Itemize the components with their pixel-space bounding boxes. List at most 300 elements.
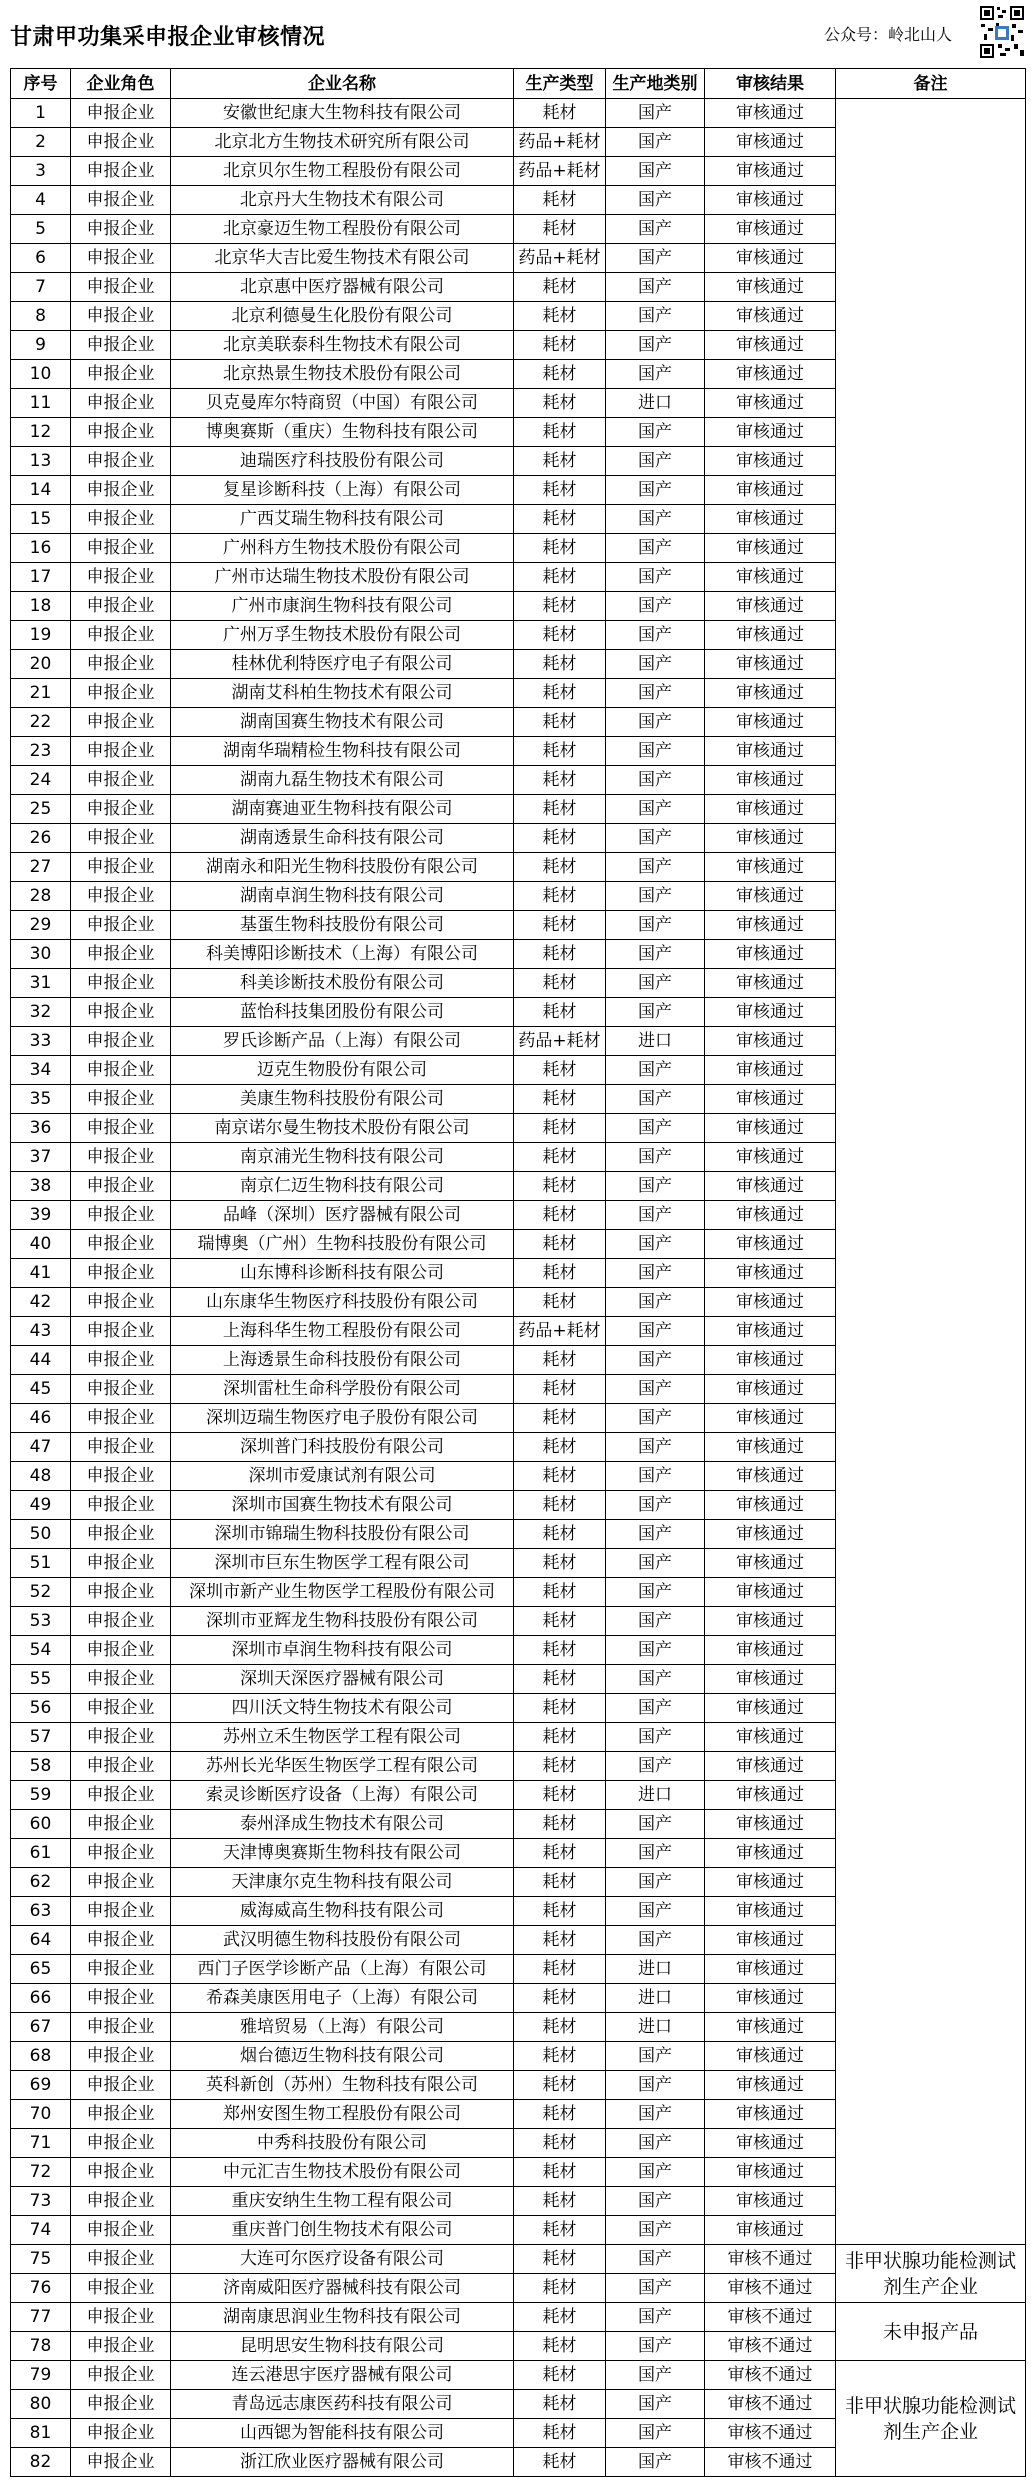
cell-index: 67 [11, 2013, 71, 2042]
cell-index: 30 [11, 940, 71, 969]
account-label: 公众号：岭北山人 [824, 25, 953, 44]
cell-result: 审核通过 [705, 447, 836, 476]
cell-origin: 国产 [606, 1897, 705, 1926]
cell-result: 审核通过 [705, 99, 836, 128]
cell-company: 上海透景生命科技股份有限公司 [171, 1346, 514, 1375]
cell-role: 申报企业 [71, 2042, 171, 2071]
cell-company: 深圳市新产业生物医学工程股份有限公司 [171, 1578, 514, 1607]
cell-result: 审核通过 [705, 1317, 836, 1346]
cell-production-type: 耗材 [514, 1346, 606, 1375]
cell-result: 审核通过 [705, 1201, 836, 1230]
cell-production-type: 耗材 [514, 998, 606, 1027]
cell-result: 审核通过 [705, 1752, 836, 1781]
cell-origin: 国产 [606, 1926, 705, 1955]
cell-index: 56 [11, 1694, 71, 1723]
cell-company: 希森美康医用电子（上海）有限公司 [171, 1984, 514, 2013]
cell-production-type: 耗材 [514, 911, 606, 940]
cell-result: 审核通过 [705, 1781, 836, 1810]
cell-role: 申报企业 [71, 1868, 171, 1897]
header-role: 企业角色 [71, 69, 171, 99]
cell-result: 审核通过 [705, 1665, 836, 1694]
cell-production-type: 耗材 [514, 2419, 606, 2448]
cell-result: 审核通过 [705, 795, 836, 824]
cell-company: 湖南永和阳光生物科技股份有限公司 [171, 853, 514, 882]
cell-role: 申报企业 [71, 1578, 171, 1607]
cell-note: 非甲状腺功能检测试剂生产企业 [836, 2245, 1026, 2303]
cell-result: 审核通过 [705, 1114, 836, 1143]
cell-company: 广州万孚生物技术股份有限公司 [171, 621, 514, 650]
cell-company: 深圳市巨东生物医学工程有限公司 [171, 1549, 514, 1578]
cell-role: 申报企业 [71, 1984, 171, 2013]
cell-production-type: 耗材 [514, 563, 606, 592]
cell-origin: 国产 [606, 592, 705, 621]
cell-origin: 进口 [606, 2013, 705, 2042]
cell-role: 申报企业 [71, 969, 171, 998]
cell-production-type: 耗材 [514, 1752, 606, 1781]
cell-index: 25 [11, 795, 71, 824]
cell-origin: 国产 [606, 360, 705, 389]
cell-index: 52 [11, 1578, 71, 1607]
cell-result: 审核通过 [705, 1984, 836, 2013]
cell-origin: 国产 [606, 1491, 705, 1520]
cell-production-type: 耗材 [514, 1230, 606, 1259]
cell-index: 59 [11, 1781, 71, 1810]
cell-role: 申报企业 [71, 1694, 171, 1723]
cell-role: 申报企业 [71, 621, 171, 650]
cell-role: 申报企业 [71, 1897, 171, 1926]
cell-origin: 国产 [606, 273, 705, 302]
cell-company: 安徽世纪康大生物科技有限公司 [171, 99, 514, 128]
cell-company: 北京豪迈生物工程股份有限公司 [171, 215, 514, 244]
cell-company: 山东康华生物医疗科技股份有限公司 [171, 1288, 514, 1317]
cell-company: 威海威高生物科技有限公司 [171, 1897, 514, 1926]
cell-company: 广州市康润生物科技有限公司 [171, 592, 514, 621]
cell-company: 武汉明德生物科技股份有限公司 [171, 1926, 514, 1955]
cell-production-type: 耗材 [514, 1810, 606, 1839]
cell-role: 申报企业 [71, 1636, 171, 1665]
cell-result: 审核通过 [705, 737, 836, 766]
cell-index: 68 [11, 2042, 71, 2071]
cell-origin: 国产 [606, 2245, 705, 2274]
cell-origin: 国产 [606, 1723, 705, 1752]
cell-result: 审核通过 [705, 1868, 836, 1897]
cell-production-type: 耗材 [514, 273, 606, 302]
cell-production-type: 耗材 [514, 1375, 606, 1404]
cell-index: 51 [11, 1549, 71, 1578]
cell-role: 申报企业 [71, 2303, 171, 2332]
cell-index: 12 [11, 418, 71, 447]
cell-company: 浙江欣业医疗器械有限公司 [171, 2448, 514, 2477]
cell-role: 申报企业 [71, 1143, 171, 1172]
cell-origin: 国产 [606, 1810, 705, 1839]
cell-result: 审核通过 [705, 563, 836, 592]
cell-origin: 国产 [606, 1549, 705, 1578]
cell-origin: 国产 [606, 1201, 705, 1230]
page-header [0, 0, 1035, 68]
cell-index: 82 [11, 2448, 71, 2477]
cell-company: 山东博科诊断科技有限公司 [171, 1259, 514, 1288]
cell-index: 47 [11, 1433, 71, 1462]
cell-origin: 国产 [606, 1520, 705, 1549]
cell-production-type: 药品+耗材 [514, 128, 606, 157]
cell-origin: 国产 [606, 215, 705, 244]
cell-result: 审核通过 [705, 998, 836, 1027]
cell-role: 申报企业 [71, 1607, 171, 1636]
cell-company: 西门子医学诊断产品（上海）有限公司 [171, 1955, 514, 1984]
cell-origin: 国产 [606, 1636, 705, 1665]
cell-index: 69 [11, 2071, 71, 2100]
cell-origin: 国产 [606, 447, 705, 476]
cell-index: 78 [11, 2332, 71, 2361]
cell-company: 蓝怡科技集团股份有限公司 [171, 998, 514, 1027]
cell-production-type: 耗材 [514, 389, 606, 418]
cell-origin: 国产 [606, 2158, 705, 2187]
cell-result: 审核通过 [705, 2042, 836, 2071]
cell-role: 申报企业 [71, 650, 171, 679]
cell-role: 申报企业 [71, 737, 171, 766]
cell-company: 深圳市爱康试剂有限公司 [171, 1462, 514, 1491]
cell-company: 深圳普门科技股份有限公司 [171, 1433, 514, 1462]
cell-company: 基蛋生物科技股份有限公司 [171, 911, 514, 940]
cell-origin: 国产 [606, 302, 705, 331]
cell-result: 审核通过 [705, 418, 836, 447]
cell-result: 审核通过 [705, 969, 836, 998]
cell-origin: 国产 [606, 1085, 705, 1114]
cell-origin: 国产 [606, 563, 705, 592]
cell-production-type: 耗材 [514, 1926, 606, 1955]
cell-origin: 国产 [606, 1694, 705, 1723]
cell-origin: 国产 [606, 1114, 705, 1143]
cell-production-type: 耗材 [514, 99, 606, 128]
cell-role: 申报企业 [71, 273, 171, 302]
cell-index: 26 [11, 824, 71, 853]
cell-company: 北京热景生物技术股份有限公司 [171, 360, 514, 389]
cell-origin: 国产 [606, 621, 705, 650]
cell-company: 连云港思宇医疗器械有限公司 [171, 2361, 514, 2390]
cell-index: 77 [11, 2303, 71, 2332]
cell-production-type: 耗材 [514, 1491, 606, 1520]
cell-origin: 国产 [606, 534, 705, 563]
cell-role: 申报企业 [71, 2390, 171, 2419]
cell-role: 申报企业 [71, 563, 171, 592]
cell-role: 申报企业 [71, 1810, 171, 1839]
cell-production-type: 耗材 [514, 1549, 606, 1578]
cell-company: 北京丹大生物技术有限公司 [171, 186, 514, 215]
cell-index: 73 [11, 2187, 71, 2216]
cell-index: 22 [11, 708, 71, 737]
cell-index: 20 [11, 650, 71, 679]
cell-production-type: 耗材 [514, 1288, 606, 1317]
cell-company: 北京北方生物技术研究所有限公司 [171, 128, 514, 157]
cell-index: 29 [11, 911, 71, 940]
cell-origin: 国产 [606, 650, 705, 679]
cell-index: 54 [11, 1636, 71, 1665]
table-row [11, 2361, 1026, 2390]
cell-production-type: 耗材 [514, 2013, 606, 2042]
cell-company: 深圳迈瑞生物医疗电子股份有限公司 [171, 1404, 514, 1433]
cell-origin: 国产 [606, 853, 705, 882]
cell-result: 审核通过 [705, 505, 836, 534]
cell-role: 申报企业 [71, 2274, 171, 2303]
cell-index: 27 [11, 853, 71, 882]
cell-company: 四川沃文特生物技术有限公司 [171, 1694, 514, 1723]
cell-index: 38 [11, 1172, 71, 1201]
cell-production-type: 耗材 [514, 1085, 606, 1114]
cell-origin: 国产 [606, 1375, 705, 1404]
cell-production-type: 耗材 [514, 621, 606, 650]
cell-company: 上海科华生物工程股份有限公司 [171, 1317, 514, 1346]
cell-origin: 国产 [606, 244, 705, 273]
cell-result: 审核通过 [705, 534, 836, 563]
cell-company: 瑞博奥（广州）生物科技股份有限公司 [171, 1230, 514, 1259]
header-row [11, 69, 1026, 99]
cell-index: 42 [11, 1288, 71, 1317]
cell-role: 申报企业 [71, 1491, 171, 1520]
cell-result: 审核通过 [705, 389, 836, 418]
cell-origin: 国产 [606, 911, 705, 940]
cell-role: 申报企业 [71, 940, 171, 969]
cell-origin: 国产 [606, 795, 705, 824]
cell-company: 深圳市国赛生物技术有限公司 [171, 1491, 514, 1520]
cell-index: 1 [11, 99, 71, 128]
cell-company: 北京美联泰科生物技术有限公司 [171, 331, 514, 360]
cell-production-type: 耗材 [514, 1462, 606, 1491]
cell-production-type: 耗材 [514, 1984, 606, 2013]
cell-result: 审核通过 [705, 1143, 836, 1172]
cell-production-type: 耗材 [514, 534, 606, 563]
cell-company: 山西锶为智能科技有限公司 [171, 2419, 514, 2448]
cell-production-type: 耗材 [514, 766, 606, 795]
cell-index: 9 [11, 331, 71, 360]
cell-role: 申报企业 [71, 1520, 171, 1549]
cell-role: 申报企业 [71, 331, 171, 360]
cell-production-type: 耗材 [514, 476, 606, 505]
cell-company: 烟台德迈生物科技有限公司 [171, 2042, 514, 2071]
cell-role: 申报企业 [71, 2245, 171, 2274]
cell-origin: 国产 [606, 2042, 705, 2071]
cell-company: 科美诊断技术股份有限公司 [171, 969, 514, 998]
cell-role: 申报企业 [71, 2158, 171, 2187]
cell-role: 申报企业 [71, 215, 171, 244]
cell-result: 审核通过 [705, 215, 836, 244]
cell-production-type: 耗材 [514, 1404, 606, 1433]
cell-production-type: 耗材 [514, 2216, 606, 2245]
cell-index: 11 [11, 389, 71, 418]
cell-result: 审核通过 [705, 244, 836, 273]
cell-role: 申报企业 [71, 1926, 171, 1955]
cell-company: 品峰（深圳）医疗器械有限公司 [171, 1201, 514, 1230]
cell-company: 苏州长光华医生物医学工程有限公司 [171, 1752, 514, 1781]
cell-index: 39 [11, 1201, 71, 1230]
cell-origin: 国产 [606, 1143, 705, 1172]
cell-index: 13 [11, 447, 71, 476]
cell-company: 北京惠中医疗器械有限公司 [171, 273, 514, 302]
cell-production-type: 耗材 [514, 679, 606, 708]
cell-origin: 国产 [606, 1288, 705, 1317]
cell-company: 湖南赛迪亚生物科技有限公司 [171, 795, 514, 824]
cell-result: 审核通过 [705, 331, 836, 360]
cell-company: 昆明思安生物科技有限公司 [171, 2332, 514, 2361]
cell-index: 31 [11, 969, 71, 998]
cell-role: 申报企业 [71, 1781, 171, 1810]
cell-company: 天津博奥赛斯生物科技有限公司 [171, 1839, 514, 1868]
cell-role: 申报企业 [71, 1230, 171, 1259]
cell-company: 湖南透景生命科技有限公司 [171, 824, 514, 853]
cell-role: 申报企业 [71, 1346, 171, 1375]
cell-origin: 国产 [606, 1752, 705, 1781]
cell-production-type: 耗材 [514, 1665, 606, 1694]
cell-result: 审核通过 [705, 2187, 836, 2216]
cell-production-type: 耗材 [514, 1201, 606, 1230]
cell-result: 审核通过 [705, 157, 836, 186]
cell-index: 80 [11, 2390, 71, 2419]
cell-company: 重庆普门创生物技术有限公司 [171, 2216, 514, 2245]
cell-origin: 国产 [606, 2332, 705, 2361]
cell-index: 72 [11, 2158, 71, 2187]
cell-company: 广州市达瑞生物技术股份有限公司 [171, 563, 514, 592]
cell-role: 申报企业 [71, 389, 171, 418]
cell-production-type: 耗材 [514, 2390, 606, 2419]
cell-role: 申报企业 [71, 186, 171, 215]
cell-role: 申报企业 [71, 1665, 171, 1694]
cell-origin: 国产 [606, 1346, 705, 1375]
cell-index: 6 [11, 244, 71, 273]
cell-company: 深圳市卓润生物科技有限公司 [171, 1636, 514, 1665]
cell-index: 37 [11, 1143, 71, 1172]
cell-role: 申报企业 [71, 1723, 171, 1752]
cell-production-type: 耗材 [514, 2071, 606, 2100]
cell-result: 审核通过 [705, 1375, 836, 1404]
qr-code-icon [978, 4, 1026, 60]
cell-origin: 国产 [606, 1172, 705, 1201]
cell-origin: 国产 [606, 186, 705, 215]
cell-production-type: 耗材 [514, 650, 606, 679]
cell-company: 博奥赛斯（重庆）生物科技有限公司 [171, 418, 514, 447]
cell-production-type: 耗材 [514, 2100, 606, 2129]
cell-index: 44 [11, 1346, 71, 1375]
cell-company: 中元汇吉生物技术股份有限公司 [171, 2158, 514, 2187]
cell-role: 申报企业 [71, 766, 171, 795]
cell-index: 5 [11, 215, 71, 244]
header-index: 序号 [11, 69, 71, 99]
cell-result: 审核通过 [705, 2129, 836, 2158]
cell-origin: 国产 [606, 505, 705, 534]
cell-company: 南京诺尔曼生物技术股份有限公司 [171, 1114, 514, 1143]
cell-production-type: 耗材 [514, 708, 606, 737]
cell-production-type: 耗材 [514, 331, 606, 360]
cell-result: 审核不通过 [705, 2303, 836, 2332]
cell-index: 23 [11, 737, 71, 766]
cell-origin: 进口 [606, 1781, 705, 1810]
cell-result: 审核通过 [705, 882, 836, 911]
cell-production-type: 耗材 [514, 360, 606, 389]
cell-index: 21 [11, 679, 71, 708]
cell-result: 审核通过 [705, 186, 836, 215]
cell-index: 70 [11, 2100, 71, 2129]
cell-origin: 国产 [606, 1578, 705, 1607]
cell-index: 16 [11, 534, 71, 563]
header-origin: 生产地类别 [606, 69, 705, 99]
cell-index: 24 [11, 766, 71, 795]
cell-origin: 国产 [606, 1868, 705, 1897]
cell-origin: 国产 [606, 2274, 705, 2303]
cell-index: 28 [11, 882, 71, 911]
cell-result: 审核通过 [705, 2071, 836, 2100]
cell-index: 74 [11, 2216, 71, 2245]
cell-production-type: 耗材 [514, 418, 606, 447]
cell-company: 济南威阳医疗器械科技有限公司 [171, 2274, 514, 2303]
page-title: 甘肃甲功集采申报企业审核情况 [10, 25, 326, 50]
cell-company: 大连可尔医疗设备有限公司 [171, 2245, 514, 2274]
cell-index: 46 [11, 1404, 71, 1433]
cell-company: 广州科方生物技术股份有限公司 [171, 534, 514, 563]
cell-role: 申报企业 [71, 476, 171, 505]
cell-production-type: 耗材 [514, 940, 606, 969]
cell-origin: 国产 [606, 940, 705, 969]
cell-result: 审核通过 [705, 2216, 836, 2245]
cell-role: 申报企业 [71, 911, 171, 940]
cell-company: 湖南卓润生物科技有限公司 [171, 882, 514, 911]
header-production-type: 生产类型 [514, 69, 606, 99]
cell-production-type: 耗材 [514, 2303, 606, 2332]
cell-origin: 进口 [606, 1984, 705, 2013]
table-body [11, 99, 1026, 2477]
cell-role: 申报企业 [71, 1752, 171, 1781]
cell-result: 审核通过 [705, 1723, 836, 1752]
cell-origin: 国产 [606, 2216, 705, 2245]
cell-origin: 国产 [606, 679, 705, 708]
cell-origin: 国产 [606, 418, 705, 447]
cell-company: 英科新创（苏州）生物科技有限公司 [171, 2071, 514, 2100]
cell-production-type: 耗材 [514, 1839, 606, 1868]
cell-role: 申报企业 [71, 824, 171, 853]
cell-result: 审核通过 [705, 824, 836, 853]
header-company: 企业名称 [171, 69, 514, 99]
cell-result: 审核通过 [705, 911, 836, 940]
cell-company: 青岛远志康医药科技有限公司 [171, 2390, 514, 2419]
cell-role: 申报企业 [71, 2448, 171, 2477]
cell-index: 32 [11, 998, 71, 1027]
cell-result: 审核通过 [705, 1288, 836, 1317]
cell-index: 71 [11, 2129, 71, 2158]
cell-origin: 国产 [606, 476, 705, 505]
cell-role: 申报企业 [71, 592, 171, 621]
cell-production-type: 耗材 [514, 2042, 606, 2071]
cell-production-type: 耗材 [514, 1607, 606, 1636]
cell-role: 申报企业 [71, 2013, 171, 2042]
cell-origin: 国产 [606, 2071, 705, 2100]
cell-origin: 国产 [606, 2303, 705, 2332]
cell-company: 北京贝尔生物工程股份有限公司 [171, 157, 514, 186]
cell-company: 索灵诊断医疗设备（上海）有限公司 [171, 1781, 514, 1810]
cell-origin: 国产 [606, 766, 705, 795]
cell-result: 审核通过 [705, 766, 836, 795]
cell-result: 审核通过 [705, 1607, 836, 1636]
cell-index: 3 [11, 157, 71, 186]
cell-index: 58 [11, 1752, 71, 1781]
audit-table [10, 68, 1026, 2477]
cell-result: 审核通过 [705, 2013, 836, 2042]
cell-production-type: 耗材 [514, 1114, 606, 1143]
cell-role: 申报企业 [71, 853, 171, 882]
cell-index: 49 [11, 1491, 71, 1520]
cell-role: 申报企业 [71, 2361, 171, 2390]
cell-company: 深圳市亚辉龙生物科技股份有限公司 [171, 1607, 514, 1636]
cell-company: 南京仁迈生物科技有限公司 [171, 1172, 514, 1201]
cell-role: 申报企业 [71, 1114, 171, 1143]
cell-origin: 国产 [606, 2419, 705, 2448]
cell-company: 中秀科技股份有限公司 [171, 2129, 514, 2158]
